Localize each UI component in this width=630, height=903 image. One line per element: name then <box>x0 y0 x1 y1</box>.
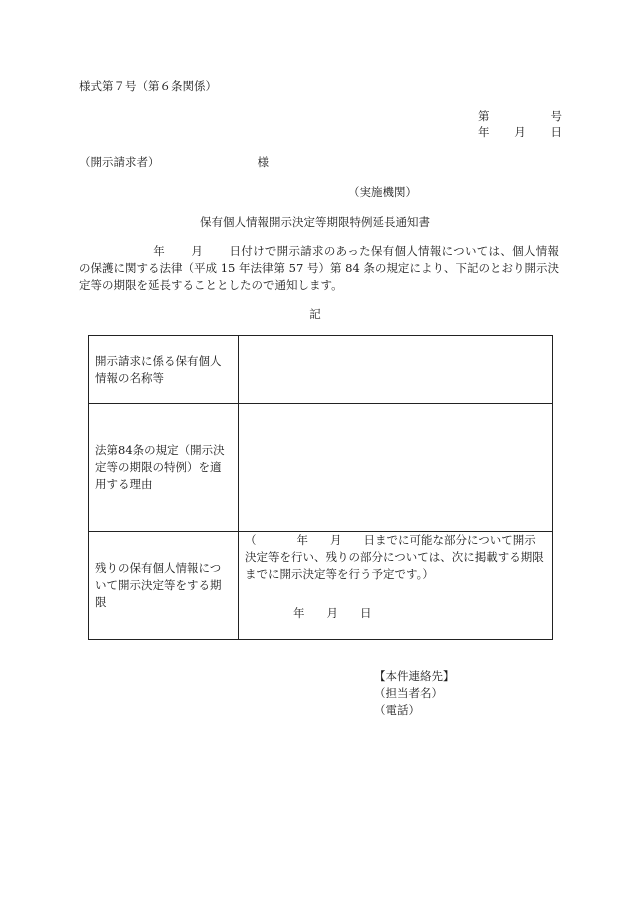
table-row <box>89 404 553 532</box>
document-date-year: 年 <box>478 125 490 139</box>
contact-block <box>374 668 455 719</box>
row-label-info-name: 開示請求に係る保有個人情報の名称等 <box>89 336 239 404</box>
info-table <box>88 335 553 640</box>
body-paragraph <box>79 243 559 294</box>
body-month: 月 <box>191 244 204 258</box>
document-number-prefix: 第 <box>478 109 490 123</box>
requester-line <box>79 154 269 172</box>
document-title: 保有個人情報開示決定等期限特例延長通知書 <box>200 215 430 229</box>
body-year: 年 <box>153 244 166 258</box>
document-number-suffix: 号 <box>550 109 562 123</box>
remaining-date-month: 月 <box>326 606 338 620</box>
remaining-note <box>245 532 546 583</box>
table-row <box>89 532 553 640</box>
contact-heading: 【本件連絡先】 <box>374 669 455 683</box>
body-text: 日付けで開示請求のあった保有個人情報については、個人情報の保護に関する法律（平成 15 年法律第 57 号）第 84 条の規定により、下記のとおり開示決定等の期限を延長することとしたので通知します。 <box>79 244 560 292</box>
remaining-month: 月 <box>330 533 342 547</box>
document-date-day: 日 <box>550 125 562 139</box>
form-number: 様式第７号（第６条関係） <box>79 79 217 93</box>
remaining-date-day: 日 <box>360 606 372 620</box>
table-row <box>89 336 553 404</box>
document-date-month: 月 <box>514 125 526 139</box>
ki-heading: 記 <box>309 307 321 321</box>
row-value-reason <box>239 404 553 532</box>
agency-label: （実施機関） <box>348 185 417 199</box>
remaining-open-paren: （ <box>245 533 257 547</box>
contact-phone: （電話） <box>374 703 420 717</box>
document-date <box>478 124 562 142</box>
requester-label: （開示請求者） <box>79 155 160 169</box>
remaining-year: 年 <box>296 533 308 547</box>
row-label-reason: 法第84条の規定（開示決定等の期限の特例）を適用する理由 <box>89 404 239 532</box>
row-value-deadline <box>239 532 553 640</box>
row-value-info-name <box>239 336 553 404</box>
contact-person: （担当者名） <box>374 686 443 700</box>
remaining-deadline-date <box>245 605 546 622</box>
remaining-date-year: 年 <box>293 606 305 620</box>
remaining-note-text: 日までに可能な部分について開示決定等を行い、残りの部分については、次に掲載する期限までに開示決定等を行う予定です。） <box>245 533 544 581</box>
row-label-deadline: 残りの保有個人情報について開示決定等をする期限 <box>89 532 239 640</box>
requester-honorific: 様 <box>257 155 269 169</box>
